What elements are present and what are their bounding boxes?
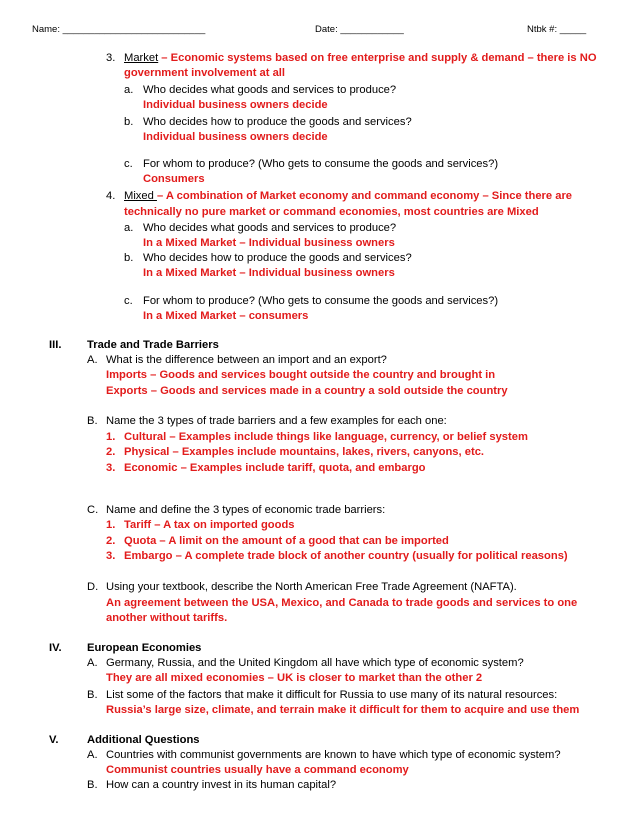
europe-question-a: Germany, Russia, and the United Kingdom all have which type of economic system? [106,657,524,669]
question-letter: b. [124,252,134,264]
mixed-definition-line-1 [124,189,572,204]
question-letter: B. [87,689,98,701]
market-definition-line-1 [124,51,597,66]
additional-question-b: How can a country invest in its human capital? [106,779,337,791]
question-letter: a. [124,222,134,234]
nafta-answer-line-2: another without tariffs. [106,612,228,624]
mixed-question-a: Who decides what goods and services to produce? [143,222,397,234]
section-title: Trade and Trade Barriers [87,339,219,351]
market-term: Market [124,52,159,64]
trade-question-c: Name and define the 3 types of economic trade barriers: [106,504,386,516]
name-field-label: Name: ___________________________ [32,24,206,35]
trade-question-b: Name the 3 types of trade barriers and a few examples for each one: [106,415,447,427]
quota-definition: Quota – A limit on the amount of a good that can be imported [124,535,449,547]
europe-answer-b: Russia’s large size, climate, and terrain make it difficult for them to acquire and use them [106,704,580,716]
market-answer-a: Individual business owners decide [143,99,328,111]
trade-barrier-physical: Physical – Examples include mountains, lakes, rivers, canyons, etc. [124,446,485,458]
date-field-label: Date: ____________ [315,24,404,35]
section-numeral: V. [49,734,59,746]
market-question-a: Who decides what goods and services to produce? [143,84,397,96]
list-number: 3. [106,462,116,474]
trade-question-d: Using your textbook, describe the North American Free Trade Agreement (NAFTA). [106,581,517,593]
question-letter: a. [124,84,134,96]
europe-answer-a: They are all mixed economies – UK is closer to market than the other 2 [106,672,483,684]
item-number: 3. [106,52,116,64]
question-letter: c. [124,158,133,170]
mixed-question-c: For whom to produce? (Who gets to consume the goods and services?) [143,295,499,307]
section-numeral: IV. [49,642,62,654]
question-letter: C. [87,504,99,516]
nafta-answer-line-1: An agreement between the USA, Mexico, and Canada to trade goods and services to one [106,597,578,609]
trade-barrier-cultural: Cultural – Examples include things like language, currency, or belief system [124,431,528,443]
notebook-number-label: Ntbk #: _____ [527,24,587,35]
question-letter: D. [87,581,99,593]
market-question-c: For whom to produce? (Who gets to consume the goods and services?) [143,158,499,170]
mixed-definition-line-2: technically no pure market or command economies, most countries are Mixed [124,206,539,218]
market-answer-c: Consumers [143,173,205,185]
mixed-term: Mixed [124,190,157,202]
item-number: 4. [106,190,116,202]
question-letter: A. [87,749,98,761]
market-definition-line-2: government involvement at all [124,67,286,79]
section-title: European Economies [87,642,202,654]
list-number: 2. [106,446,116,458]
question-letter: A. [87,657,98,669]
imports-answer: Imports – Goods and services bought outside the country and brought in [106,369,496,381]
additional-answer-a: Communist countries usually have a command economy [106,764,409,776]
question-letter: c. [124,295,133,307]
list-number: 2. [106,535,116,547]
tariff-definition: Tariff – A tax on imported goods [124,519,295,531]
list-number: 1. [106,431,116,443]
list-number: 3. [106,550,116,562]
mixed-definition-text: – A combination of Market economy and command economy – Since there are [156,190,573,202]
market-answer-b: Individual business owners decide [143,131,328,143]
market-definition-text: – Economic systems based on free enterprise and supply & demand – there is NO [158,52,597,64]
mixed-answer-c: In a Mixed Market – consumers [143,310,309,322]
question-letter: B. [87,779,98,791]
mixed-answer-a: In a Mixed Market – Individual business owners [143,237,395,249]
market-question-b: Who decides how to produce the goods and services? [143,116,412,128]
question-letter: b. [124,116,134,128]
embargo-definition: Embargo – A complete trade block of another country (usually for political reasons) [124,550,568,562]
question-letter: A. [87,354,98,366]
section-numeral: III. [49,339,62,351]
trade-question-a: What is the difference between an import and an export? [106,354,387,366]
trade-barrier-economic: Economic – Examples include tariff, quota, and embargo [124,462,426,474]
europe-question-b: List some of the factors that make it difficult for Russia to use many of its natural resources: [106,689,558,701]
list-number: 1. [106,519,116,531]
additional-question-a: Countries with communist governments are known to have which type of economic system? [106,749,561,761]
exports-answer: Exports – Goods and services made in a country a sold outside the country [106,385,508,397]
question-letter: B. [87,415,98,427]
mixed-answer-b: In a Mixed Market – Individual business owners [143,267,395,279]
section-title: Additional Questions [87,734,200,746]
mixed-question-b: Who decides how to produce the goods and services? [143,252,412,264]
